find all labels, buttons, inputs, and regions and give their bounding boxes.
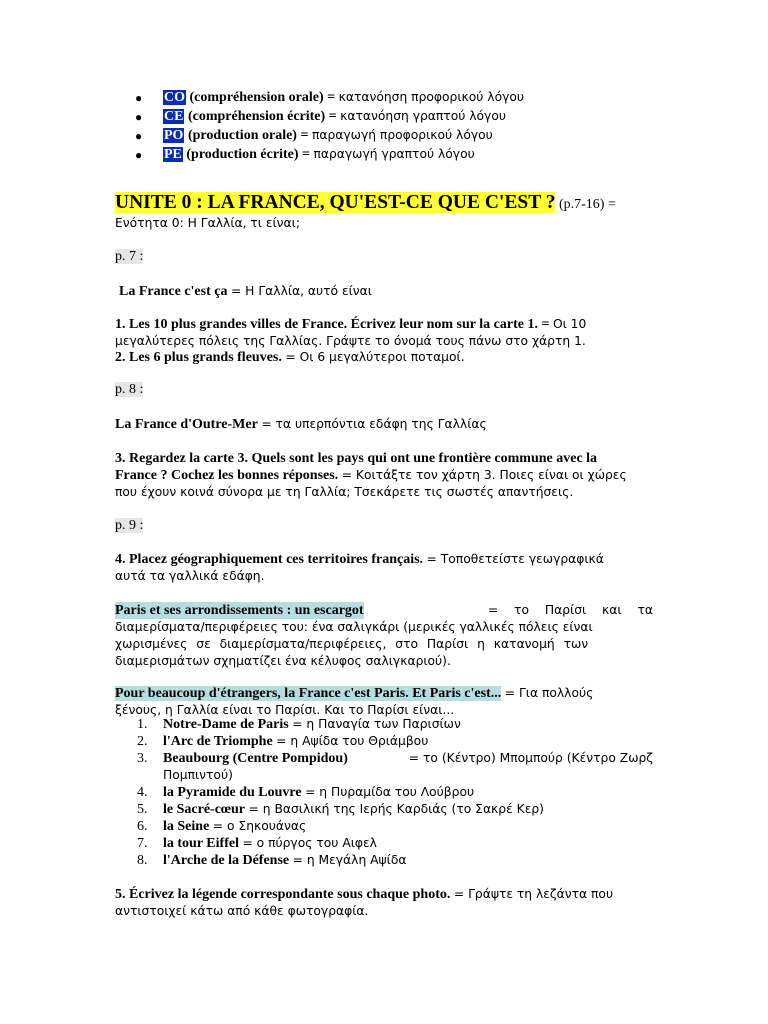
q5-greek-b: αντιστοιχεί κάτω από κάθε φωτογραφία. [115, 904, 369, 918]
etrangers-fr: Pour beaucoup d'étrangers, la France c'est Paris. Et Paris c'est... [115, 686, 502, 701]
list-number: 2. [137, 734, 148, 749]
legend-term: (production orale) = [187, 128, 309, 143]
page-ref-label: p. 9 : [115, 518, 144, 533]
q5-greek-a: = Γράψτε τη λεζάντα που [453, 887, 614, 901]
list-item [115, 716, 653, 733]
q1-greek-a: Οι 10 [552, 317, 587, 331]
question-2 [115, 349, 465, 366]
outremer-greek: = τα υπερπόντια εδάφη της Γαλλίας [261, 417, 487, 431]
monument-fr: l'Arche de la Défense [163, 853, 290, 868]
bullet-icon: ● [135, 110, 143, 124]
q2-greek: = Οι 6 μεγαλύτεροι ποταμοί. [285, 350, 465, 364]
outremer-fr: La France d'Outre-Mer [115, 417, 258, 432]
question-5 [115, 886, 653, 903]
list-item [115, 733, 653, 750]
bullet-icon: ● [135, 148, 143, 162]
q5-fr: 5. Écrivez la légende correspondante sous chaque photo. [115, 887, 451, 902]
legend-greek: κατανόηση γραπτού λόγου [340, 109, 506, 123]
page-ref-8 [115, 381, 143, 398]
paris-fr: Paris et ses arrondissements : un escargot [115, 603, 364, 618]
monument-fr: la Pyramide du Louvre [163, 785, 302, 800]
list-number: 4. [137, 785, 148, 800]
list-item [115, 784, 653, 801]
list-item [115, 818, 653, 835]
page-ref-label: p. 8 : [115, 382, 144, 397]
legend-greek: κατανόηση προφορικού λόγου [338, 90, 525, 104]
q1-greek-b: μεγαλύτερες πόλεις της Γαλλίας. Γράψτε το όνομά τους πάνω στο χάρτη 1. [115, 334, 586, 348]
monument-fr: Beaubourg (Centre Pompidou) [163, 751, 348, 766]
legend-greek: παραγωγή γραπτού λόγου [313, 147, 475, 161]
monument-greek: = η Βασιλική της Ιερής Καρδιάς (το Σακρέ Κερ) [248, 802, 544, 816]
list-item [115, 801, 653, 818]
q4-greek-b: αυτά τα γαλλικά εδάφη. [115, 569, 265, 583]
monument-fr: Notre-Dame de Paris [163, 717, 289, 732]
list-number: 3. [137, 751, 148, 766]
section-subtitle [119, 283, 372, 300]
page-ref-7 [115, 248, 143, 265]
monument-fr: la tour Eiffel [163, 836, 239, 851]
legend-greek: παραγωγή προφορικού λόγου [311, 128, 493, 142]
bullet-icon: ● [135, 91, 143, 105]
page-ref-label: p. 7 : [115, 249, 144, 264]
q4-greek-a: = Τοποθετείστε γεωγραφικά [426, 552, 604, 566]
paris-greek-a: = το Παρίσι και τα [487, 603, 653, 617]
q4-fr: 4. Placez géographiquement ces territoires français. [115, 552, 424, 567]
list-number: 8. [137, 853, 148, 868]
unit-greek: Ενότητα 0: Η Γαλλία, τι είναι; [115, 216, 300, 230]
list-number: 6. [137, 819, 148, 834]
legend-code: CE [164, 109, 184, 124]
etrangers-greek-a: = Για πολλούς [504, 686, 594, 700]
monument-greek-cont: Πομπιντού) [163, 768, 233, 782]
etrangers-line [115, 685, 653, 702]
monument-greek: = ο Σηκουάνας [212, 819, 307, 833]
question-4 [115, 551, 653, 568]
paris-greek-c: χωρισμένες σε διαμερίσματα/περιφέρειες, στο Παρίσι η κατανομή των [115, 637, 589, 651]
q1-eq: = [541, 317, 550, 332]
q2-fr: 2. Les 6 plus grands fleuves. [115, 350, 282, 365]
question-3 [115, 450, 597, 467]
etrangers-greek-b: ξένους, η Γαλλία είναι το Παρίσι. Και το Παρίσι είναι... [115, 703, 455, 717]
bullet-icon: ● [135, 129, 143, 143]
monument-fr: la Seine [163, 819, 210, 834]
monument-greek: = η Πυραμίδα του Λούβρου [305, 785, 475, 799]
subtitle-fr: La France c'est ça [119, 284, 228, 299]
q3-greek-a: = Κοιτάξτε τον χάρτη 3. Ποιες είναι οι χώρες [341, 468, 627, 482]
q3-fr-b: France ? Cochez les bonnes réponses. [115, 468, 339, 483]
monuments-list [115, 716, 653, 869]
list-item [115, 835, 653, 852]
unit-pages: (p.7-16) = [558, 197, 616, 212]
q1-fr: 1. Les 10 plus grandes villes de France. Écrivez leur nom sur la carte 1. [115, 317, 538, 332]
monument-greek: = το (Κέντρο) Μπομπούρ (Κέντρο Ζωρζ [408, 751, 653, 765]
paris-line [115, 602, 653, 619]
monument-greek: = η Μεγάλη Αψίδα [292, 853, 407, 867]
question-3-cont [115, 467, 627, 484]
subtitle-greek: = Η Γαλλία, αυτό είναι [230, 284, 372, 298]
monument-greek: = η Παναγία των Παρισίων [292, 717, 461, 731]
legend-term: (compréhension écrite) = [187, 109, 337, 124]
legend-code: PO [164, 128, 184, 143]
page-ref-9 [115, 517, 143, 534]
question-1 [115, 316, 653, 333]
legend-term: (compréhension orale) = [189, 90, 336, 105]
monument-fr: l'Arc de Triomphe [163, 734, 273, 749]
list-number: 1. [137, 717, 148, 732]
q3-greek-b: που έχουν κοινά σύνορα με τη Γαλλία; Τσεκάρετε τις σωστές απαντήσεις. [115, 485, 574, 499]
list-item [115, 750, 653, 784]
unit-heading [115, 194, 653, 213]
list-number: 7. [137, 836, 148, 851]
monument-greek: = η Αψίδα του Θριάμβου [276, 734, 429, 748]
list-item [115, 852, 653, 869]
legend-term: (production écrite) = [186, 147, 310, 162]
paris-greek-d: διαμερισμάτων σχηματίζει ένα κέλυφος σαλιγκαριού). [115, 654, 451, 668]
unit-title: UNITE 0 : LA FRANCE, QU'EST-CE QUE C'EST ? [115, 192, 556, 213]
outremer-line [115, 416, 487, 433]
monument-greek: = ο πύργος του Αιφελ [242, 836, 377, 850]
legend-code: PE [164, 147, 182, 162]
legend-code: CO [164, 90, 185, 105]
paris-greek-b: διαμερίσματα/περιφέρειες του: ένα σαλιγκάρι (μερικές γαλλικές πόλεις είναι [115, 620, 593, 634]
q3-fr-a: 3. Regardez la carte 3. Quels sont les pays qui ont une frontière commune avec la [115, 451, 598, 466]
list-number: 5. [137, 802, 148, 817]
monument-fr: le Sacré-cœur [163, 802, 246, 817]
